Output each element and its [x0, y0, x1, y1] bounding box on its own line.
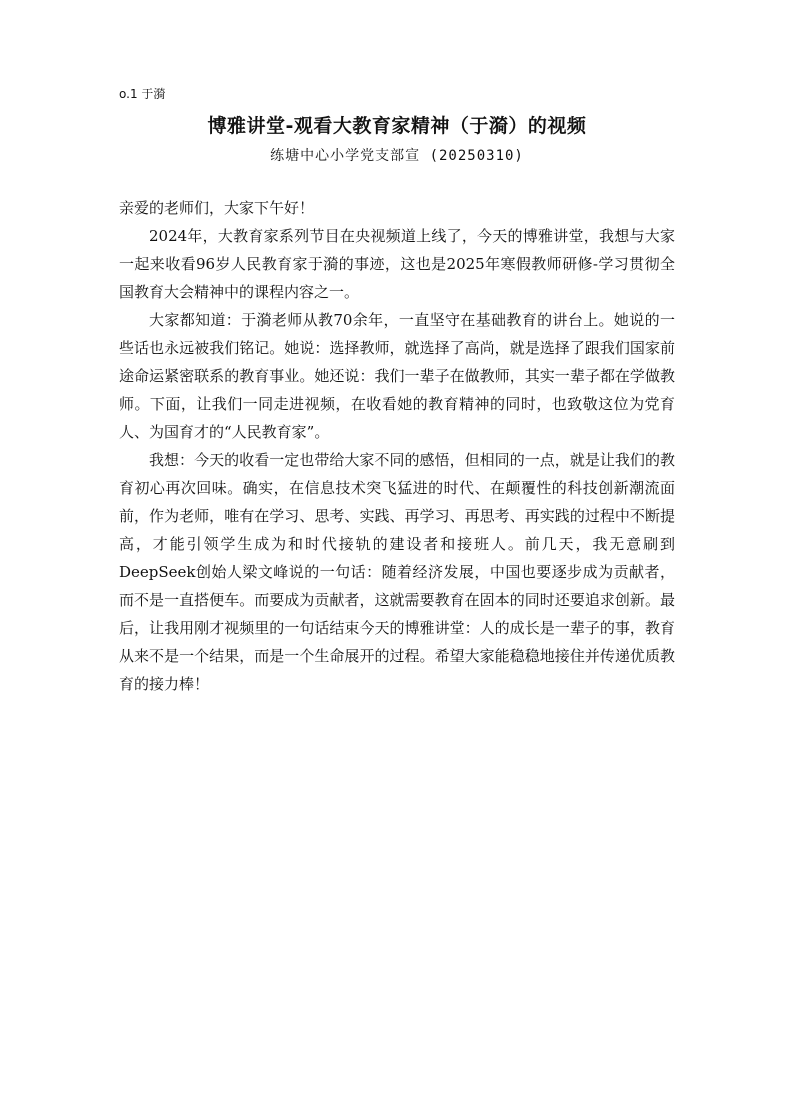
document-tag: o.1 于漪	[119, 87, 166, 101]
body-paragraph-2: 大家都知道：于漪老师从教70余年，一直坚守在基础教育的讲台上。她说的一些话也永远被我们铭记。她说：选择教师，就选择了高尚，就是选择了跟我们国家前途命运紧密联系的教育事业。她还说：我们一辈子在做教师，其实一辈子都在学做教师。下面，让我们一同走进视频，在收看她的教育精神的同时，也致敬这位为党育人、为国育才的“人民教育家”。	[119, 311, 675, 441]
body-paragraph-1: 2024年，大教育家系列节目在央视频道上线了，今天的博雅讲堂，我想与大家一起来收看96岁人民教育家于漪的事迹，这也是2025年寒假教师研修-学习贯彻全国教育大会精神中的课程内容之一。	[119, 227, 675, 301]
greeting-paragraph: 亲爱的老师们，大家下午好！	[119, 199, 315, 217]
document-title: 博雅讲堂-观看大教育家精神（于漪）的视频	[207, 115, 587, 137]
document-subtitle: 练塘中心小学党支部宣 (20250310)	[270, 148, 524, 164]
body-paragraph-3: 我想：今天的收看一定也带给大家不同的感悟，但相同的一点，就是让我们的教育初心再次回味。确实，在信息技术突飞猛进的时代、在颠覆性的科技创新潮流面前，作为老师，唯有在学习、思考、实践、再学习、再思考、再实践的过程中不断提高，才能引领学生成为和时代接轨的建设者和接班人。前几天，我无意刷到DeepSeek创始人梁文峰说的一句话：随着经济发展，中国也要逐步成为贡献者，而不是一直搭便车。而要成为贡献者，这就需要教育在固本的同时还要追求创新。最后，让我用刚才视频里的一句话结束今天的博雅讲堂：人的成长是一辈子的事，教育从来不是一个结果，而是一个生命展开的过程。希望大家能稳稳地接住并传递优质教育的接力棒！	[119, 451, 675, 693]
document-body	[119, 194, 675, 698]
